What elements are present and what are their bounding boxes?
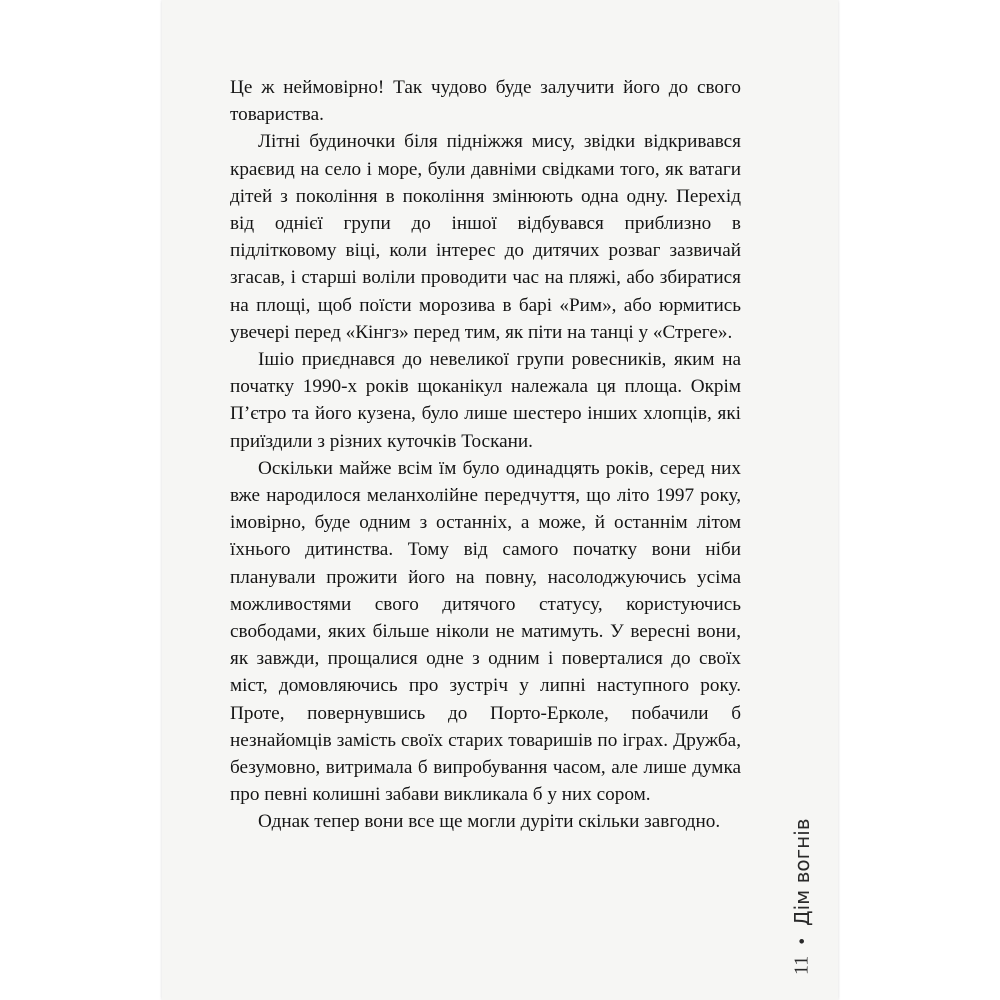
body-text <box>230 74 741 836</box>
paragraph: Оскільки майже всім їм було одинадцять років, серед них вже народилося меланхолійне передчуття, що літо 1997 року, імовірно, буде одним з останніх, а може, й останнім літом їхнього дитинства. Тому від самого початку вони ніби планували прожити його на повну, насолоджуючись усіма можливостями свого дитячого статусу, користуючись свободами, яких більше ніколи не матимуть. У вересні вони, як завжди, прощалися одне з одним і поверталися до своїх міст, домовляючись про зустріч у липні наступного року. Проте, повернувшись до Порто-Ерколе, побачили б незнайомців замість своїх старих товаришів по іграх. Дружба, безумовно, витримала б випробування часом, але лише думка про певні колишні забави викликала б у них сором. <box>230 457 741 806</box>
paragraph: Однак тепер вони все ще могли дуріти скільки завгодно. <box>258 811 721 833</box>
paragraph: Літні будиночки біля підніжжя мису, звідки відкривався краєвид на село і море, були давніми свідками того, як ватаги дітей з покоління в покоління змінюють одна одну. Перехід від однієї групи до іншої відбувався приблизно в підлітковому віці, коли інтерес до дитячих розваг зазвичай згасав, і старші воліли проводити час на пляжі, або збиратися на площі, щоб поїсти морозива в барі «Рим», або юрмитись увечері перед «Кінгз» перед тим, як піти на танці у «Стреге». <box>230 131 741 343</box>
running-head <box>782 775 822 975</box>
book-title: Дім вогнів <box>790 818 814 927</box>
paragraph: Ішіо приєднався до невеликої групи ровесників, яким на початку 1990-х років щоканікул належала ця площа. Окрім П’єтро та його кузена, було лише шестеро інших хлопців, які приїздили з різних куточків Тоскани. <box>230 349 741 452</box>
separator-bullet: • <box>792 936 812 946</box>
book-page <box>162 0 838 1000</box>
page-number: 11 <box>790 955 813 975</box>
paragraph: Це ж неймовірно! Так чудово буде залучити його до свого товариства. <box>230 77 741 126</box>
